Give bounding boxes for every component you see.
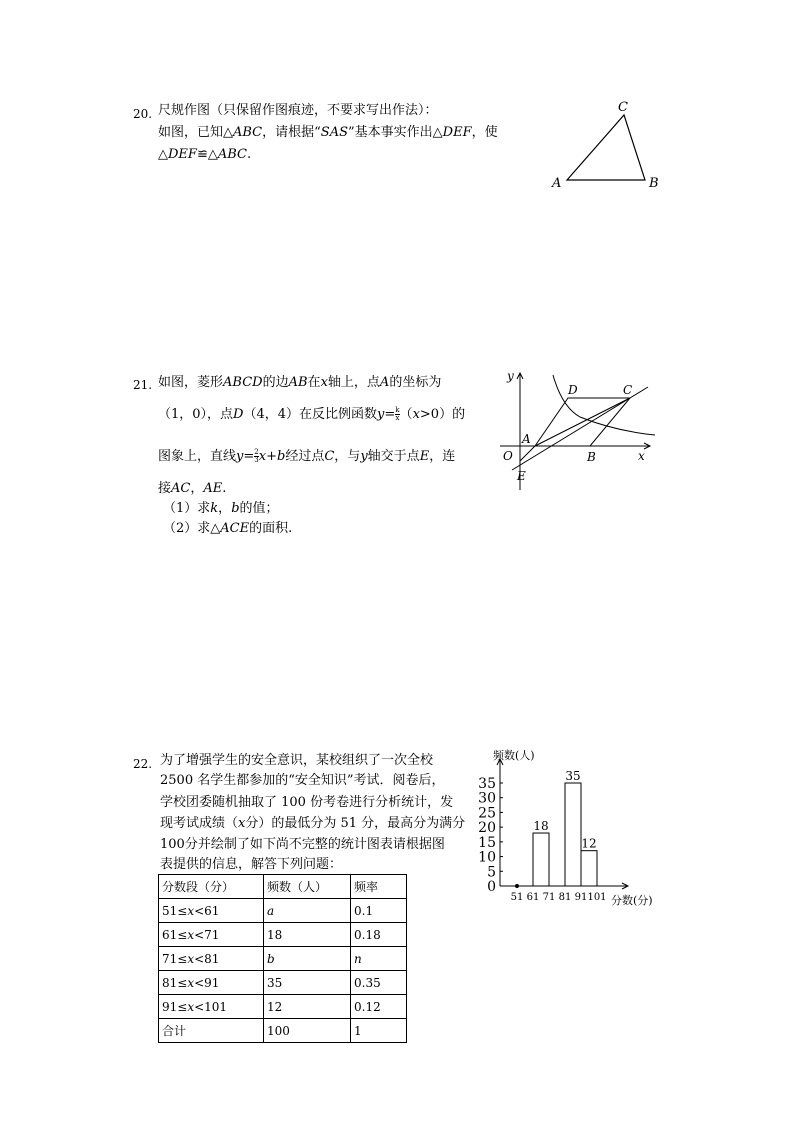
table-header: 频数（人） [264, 875, 351, 899]
q21-line-3: 图象上，直线y= $\frac{2}{3}$ x+b经过点C，与y轴交于点E，连 [158, 448, 456, 464]
chart-bar [533, 833, 549, 886]
chart-x-tick-label: 91 [574, 892, 588, 903]
table-total-row [159, 1019, 407, 1043]
question-number: 22. [133, 757, 153, 771]
frequency-table [158, 874, 407, 1043]
point-d-label: D [568, 383, 578, 397]
q21-line-2: （1，0），点D（4，4）在反比例函数y= $\frac{k}{x}$ （x>0）的 [158, 406, 466, 422]
chart-origin-dot [515, 884, 519, 888]
table-cell-rate: n [351, 947, 407, 971]
question-number: 20. [133, 107, 153, 121]
chart-x-tick-label: 61 [526, 892, 540, 903]
q21-line-1: 如图，菱形ABCD的边AB在x轴上，点A的坐标为 [158, 375, 442, 390]
chart-y-tick-label: 20 [478, 820, 496, 837]
point-c-label: C [623, 383, 633, 397]
fraction-k-over-x: $\frac{k}{x}$ [395, 406, 400, 422]
chart-y-tick-label: 15 [478, 834, 496, 851]
origin-label: O [503, 449, 513, 463]
table-cell-total-label: 合计 [159, 1019, 264, 1043]
table-cell-freq: a [264, 899, 351, 923]
table-cell-range: 81≤x<91 [159, 971, 264, 995]
table-header: 频率 [351, 875, 407, 899]
table-row [159, 971, 407, 995]
q22-line-4: 现考试成绩（x分）的最低分为 51 分，最高分为满分 [160, 816, 466, 831]
chart-x-tick-label: 71 [542, 892, 556, 903]
chart-y-tick-label: 0 [487, 879, 496, 895]
q20-line-2: 如图，已知△ABC，请根据“SAS”基本事实作出△DEF，使 [158, 125, 498, 140]
chart-y-tick-label: 25 [478, 805, 496, 822]
table-cell-rate: 0.35 [351, 971, 407, 995]
vertex-b-label: B [649, 176, 659, 191]
table-cell-range: 71≤x<81 [159, 947, 264, 971]
table-header-row [159, 875, 407, 899]
table-cell-rate: 0.12 [351, 995, 407, 1019]
q22-line-5: 100分并绘制了如下尚不完整的统计图表请根据图 [160, 837, 445, 852]
table-cell-total-rate: 1 [351, 1019, 407, 1043]
chart-y-tick-label: 30 [478, 790, 496, 807]
table-header: 分数段（分） [159, 875, 264, 899]
table-cell-freq: b [264, 947, 351, 971]
point-b-label: B [587, 450, 596, 464]
table-cell-rate: 0.18 [351, 923, 407, 947]
chart-x-axis-title: 分数(分) [611, 894, 653, 907]
axis-y-label: y [507, 369, 514, 383]
axis-x-label: x [638, 449, 645, 463]
chart-bar-value-label: 12 [581, 836, 597, 851]
chart-bar-value-label: 35 [565, 769, 581, 783]
segment-ae [520, 446, 535, 461]
point-e-label: E [517, 469, 526, 483]
q22-line-3: 学校团委随机抽取了 100 份考卷进行分析统计，发 [160, 795, 454, 810]
table-cell-range: 61≤x<71 [159, 923, 264, 947]
chart-x-tick-label: 81 [558, 892, 572, 903]
chart-x-tick-label: 51 [510, 892, 524, 903]
table-row [159, 899, 407, 923]
chart-bar [565, 783, 581, 886]
table-row [159, 923, 407, 947]
q21-line-4: 接AC，AE. [158, 481, 227, 496]
q20-line-3: △DEF≌△ABC. [158, 147, 252, 162]
table-cell-range: 91≤x<101 [159, 995, 264, 1019]
chart-x-tick-label: 101 [587, 892, 607, 903]
table-row [159, 947, 407, 971]
chart-bar [581, 851, 597, 886]
table-cell-rate: 0.1 [351, 899, 407, 923]
vertex-c-label: C [618, 100, 628, 115]
fraction-two-thirds: $\frac{2}{3}$ [254, 448, 259, 464]
q21-part-1: （1）求k，b的值； [163, 501, 279, 516]
q21-part-2: （2）求△ACE的面积. [163, 521, 293, 536]
q22-line-2: 2500 名学生都参加的“安全知识”考试．阅卷后， [160, 773, 445, 788]
point-a-label: A [522, 432, 531, 446]
table-cell-total-freq: 100 [264, 1019, 351, 1043]
q20-line-1: 尺规作图（只保留作图痕迹，不要求写出作法）： [158, 103, 438, 118]
chart-y-tick-label: 10 [478, 849, 496, 866]
chart-y-axis-title: 频数(人) [493, 749, 535, 762]
table-row [159, 995, 407, 1019]
chart-bar-value-label: 18 [533, 819, 549, 834]
q22-line-1: 为了增强学生的安全意识，某校组织了一次全校 [160, 753, 434, 768]
table-cell-freq: 12 [264, 995, 351, 1019]
q22-line-6: 表提供的信息，解答下列问题： [160, 857, 343, 872]
table-cell-freq: 18 [264, 923, 351, 947]
question-number: 21. [133, 378, 153, 392]
vertex-a-label: A [552, 176, 562, 191]
triangle-abc-figure [540, 95, 670, 195]
rhombus-figure [490, 365, 665, 495]
segment-ac [535, 398, 630, 446]
table-cell-range: 51≤x<61 [159, 899, 264, 923]
frequency-histogram [470, 745, 670, 910]
chart-y-tick-label: 5 [487, 864, 496, 881]
chart-y-tick-label: 35 [478, 776, 496, 792]
table-cell-freq: 35 [264, 971, 351, 995]
triangle-abc [567, 115, 645, 180]
